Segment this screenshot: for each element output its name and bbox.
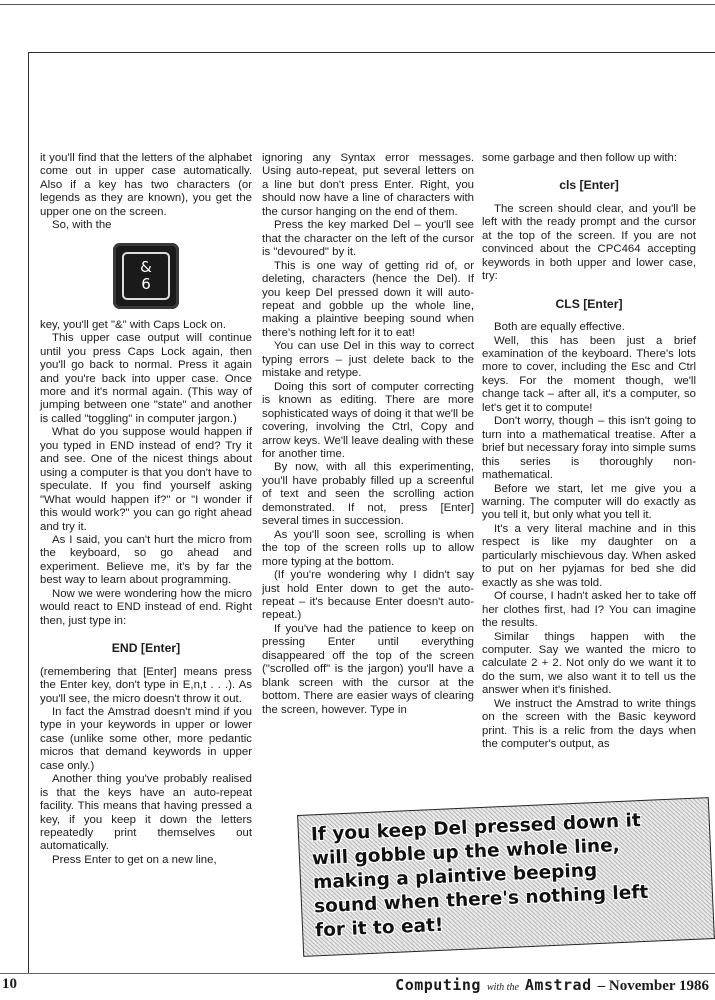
paragraph: Another thing you've probably realised is that the keys have an auto-repeat facility. This means that having pressed a key, if you keep it down the letters repeatedly print themselves out automatically. (40, 773, 252, 853)
page-number: 10 (2, 976, 17, 992)
paragraph: If you've had the patience to keep on pressing Enter until everything disappeared off the top of the screen ("scrolled off" is the jargon) you'll have a blank screen with the cursor at the bottom. There are easier ways of clearing the screen, however. Type in (262, 622, 474, 716)
paragraph: Of course, I hadn't asked her to take off her clothes first, had I? You can imagine the results. (482, 590, 696, 630)
magazine-footer (395, 976, 709, 995)
paragraph: Don't worry, though – this isn't going to turn into a mathematical treatise. After a brief but necessary foray into simple sums this series is thoroughly non-mathematical. (482, 415, 696, 482)
paragraph: key, you'll get "&" with Caps Lock on. (40, 318, 227, 331)
paragraph: (remembering that [Enter] means press the Enter key, don't type in E,n,t . . .). As you'll see, the micro doesn't throw it out. (40, 665, 252, 705)
footer-rule (0, 973, 715, 974)
paragraph: Well, this has been just a brief examination of the keyboard. There's lots more to cover, including the Esc and Ctrl keys. For the moment though, we'll change tack – after all, it's a computer, so let's get it to compute! (482, 334, 696, 414)
command-line: END [Enter] (111, 641, 181, 656)
issue-date: – November 1986 (597, 978, 709, 994)
command-line: cls [Enter] (559, 178, 619, 193)
key-bottom-legend: 6 (141, 274, 151, 293)
paragraph: Before we start, let me give you a warning. The computer will do exactly as you tell it, but only what you tell it. (482, 482, 696, 522)
paragraph: It's a very literal machine and in this respect is like my daughter on a particularly mischievous day. When asked to put on her pyjamas for bed she did exactly as she was told. (482, 522, 696, 589)
paragraph: As I said, you can't hurt the micro from the keyboard, so go ahead and experiment. Believe me, it's by far the best way to learn about programming. (40, 533, 252, 587)
command-line: CLS [Enter] (555, 296, 623, 311)
paragraph: You can use Del in this way to correct typing errors – just delete back to the mistake and retype. (262, 340, 474, 380)
column-3 (482, 152, 696, 752)
pull-quote-box (297, 797, 715, 957)
paragraph: As you'll soon see, scrolling is when the top of the screen rolls up to allow more typing at the bottom. (262, 528, 474, 568)
paragraph: Press the key marked Del – you'll see that the character on the left of the cursor is "devoured" by it. (262, 219, 474, 259)
ampersand-6-key-icon (113, 243, 179, 309)
paragraph: In fact the Amstrad doesn't mind if you type in your keywords in upper or lower case (unlike some other, more pedantic micros that demand keywords in upper case only.) (40, 705, 252, 772)
paragraph: Now we were wondering how the micro would react to END instead of end. Right then, just type in: (40, 587, 252, 627)
paragraph: This is one way of getting rid of, or deleting, characters (hence the Del). If you keep Del pressed down it will auto-repeat and gobble up the whole line, making a plaintive beeping sound when there's nothing left for it to eat! (262, 259, 474, 339)
top-rule (0, 4, 715, 5)
paragraph: The screen should clear, and you'll be left with the ready prompt and the cursor at the top of the screen. If you are not convinced about the CPC464 accepting keywords in both upper and lower case, try: (482, 202, 696, 283)
paragraph: it you'll find that the letters of the alphabet come out in upper case automatically. Also if a key has two characters (or legends as they are known), you get the upper one on the screen. (40, 152, 252, 218)
paragraph: some garbage and then follow up with: (482, 152, 678, 164)
paragraph: What do you suppose would happen if you typed in END instead of end? Try it and see. One of the nicest things about using a computer is that you don't have to speculate. If you find yourself asking "What would happen if?" or "I wonder if this would work?" you can go right ahead and try it. (40, 426, 252, 533)
paragraph: So, with the (52, 219, 112, 232)
paragraph: By now, with all this experimenting, you'll have probably filled up a screenful of text and seen the scrolling action demonstrated. If not, press [Enter] several times in succession. (262, 461, 474, 528)
paragraph: Both are equally effective. (494, 321, 625, 334)
column-2 (262, 152, 474, 717)
column-1 (40, 152, 252, 867)
key-top-legend: & (140, 257, 152, 276)
magazine-title-computing: Computing (395, 976, 481, 994)
paragraph: We instruct the Amstrad to write things on the screen with the Basic keyword print. This is a relic from the days when the computer's output, as (482, 697, 696, 751)
key-image (40, 243, 252, 309)
magazine-title-with: with the (486, 982, 519, 993)
paragraph: This upper case output will continue until you press Caps Lock again, then you'll go back to normal. Press it again and you're back into upper case. Once more and it's normal again. (This way of jumping between one "state" and another is called "toggling" in computer jargon.) (40, 332, 252, 425)
paragraph: Similar things happen with the computer. Say we wanted the micro to calculate 2 + 2. Not only do we want it to do the sum, we also want it to tell us the answer when it's finished. (482, 630, 696, 697)
paragraph: (If you're wondering why I didn't say just hold Enter down to get the auto-repeat – it's because Enter doesn't auto-repeat.) (262, 569, 474, 622)
pull-quote-text: If you keep Del pressed down it will gobble up the whole line, making a plaintive beeping sound when there's nothing left for it to eat! (310, 810, 649, 942)
paragraph: ignoring any Syntax error messages. Using auto-repeat, put several letters on a line but don't press Enter. Right, you should now have a line of characters with the cursor hanging on the end of them. (262, 152, 474, 218)
paragraph: Press Enter to get on a new line, (52, 853, 217, 866)
paragraph: Doing this sort of computer correcting is known as editing. There are more sophisticated ways of doing it that we'll be covering, involving the Ctrl, Copy and arrow keys. We'll leave dealing with these for another time. (262, 380, 474, 460)
magazine-title-amstrad: Amstrad (524, 976, 592, 994)
